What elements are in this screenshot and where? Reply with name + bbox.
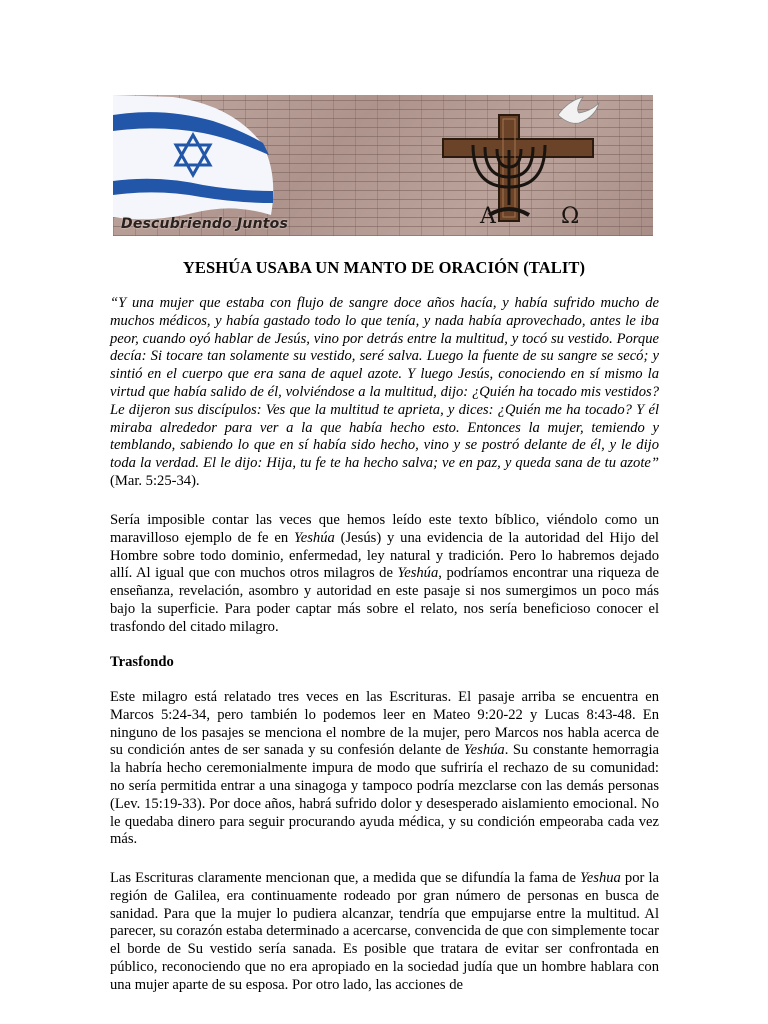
alpha-glyph: A xyxy=(480,204,496,229)
scripture-quote xyxy=(110,295,659,491)
dove-icon xyxy=(558,97,599,123)
para1-text-1: Sería imposible contar las veces que hemos leído este texto bíblico, viéndolo como un maravilloso ejemplo de fe en xyxy=(110,512,659,546)
paragraph-intro xyxy=(110,512,659,637)
paragraph-background xyxy=(110,689,659,849)
para3-text-1: Las Escrituras claramente mencionan que, a medida que se difundía la fama de xyxy=(110,870,581,886)
para3-text-2: por la región de Galilea, era continuamente rodeado por gran número de personas en busca de sanidad. Para que la mujer lo pudiera alcanzar, tendría que empujarse entre la multitud. Al parecer, su corazón estaba determinado a acercarse, convencida de que con simplemente tocar el borde de Su vestido sería sanada. Es posible que tratara de evitar ser confrontada en público, reconociendo que no era apropiado en la sociedad judía que un hombre hablara con una mujer aparte de su esposa. Por otro lado, las acciones de xyxy=(110,870,659,993)
para1-emph-1: Yeshúa xyxy=(293,529,335,546)
omega-glyph: Ω xyxy=(561,204,580,229)
document-title: YESHÚA USABA UN MANTO DE ORACIÓN (TALIT) xyxy=(182,258,586,277)
para1-emph-2: Yeshúa xyxy=(397,565,439,582)
israel-flag-icon xyxy=(113,95,273,219)
para1-text-2: (Jesús) y una evidencia de la autoridad del Hijo del Hombre sobre todo dominio, enfermedad, ley natural y tradición. Pero lo habremos dejado allí. Al igual que con muchos otros milagros de xyxy=(110,529,659,582)
paragraph-galilee xyxy=(110,870,659,995)
banner-caption: Descubriendo Juntos xyxy=(121,216,289,232)
para2-text-1: Este milagro está relatado tres veces en las Escrituras. El pasaje arriba se encuentra en Marcos 5:24-34, pero también lo podemos leer en Mateo 9:20-22 y Lucas 8:43-48. En ninguno de los pasajes se menciona el nombre de la mujer, pero Marcos nos habla acerca de su condición antes de ser sanada y su confesión delante de xyxy=(110,689,659,759)
para2-emph-1: Yeshúa xyxy=(463,742,505,759)
quote-reference: (Mar. 5:25-34). xyxy=(110,472,200,489)
section-heading: Trasfondo xyxy=(110,654,174,670)
para1-text-3: , podríamos encontrar una riqueza de enseñanza, revelación, asombro y autoridad en este pasaje si nos sumergimos un poco más bajo la superficie. Para poder captar más sobre el relato, nos sería beneficioso conocer el trasfondo del citado milagro. xyxy=(110,565,659,635)
header-banner xyxy=(113,95,653,236)
para3-emph-1: Yeshua xyxy=(580,870,621,886)
quote-text: “Y una mujer que estaba con flujo de sangre doce años hacía, y había sufrido mucho de muchos médicos, y había gastado todo lo que tenía, y nada había aprovechado, antes le iba peor, cuando oyó hablar de Jesús, vino por detrás entre la multitud, y tocó su vestido. Porque decía: Si tocare tan solamente su vestido, seré salva. Luego la fuente de su sangre se secó; y sintió en el cuerpo que era sana de aquel azote. Y luego Jesús, conociendo en sí mismo la virtud que había salido de él, volviéndose a la multitud, dijo: ¿Quién ha tocado mis vestidos? Le dijeron sus discípulos: Ves que la multitud te aprieta, y dices: ¿Quién me ha tocado? Y él miraba alrededor para ver a la que había hecho esto. Entonces la mujer, temiendo y temblando, sabiendo lo que en sí había sido hecho, vino y se postró delante de él, y le dijo toda la verdad. El le dijo: Hija, tu fe te ha hecho salva; ve en paz, y queda sana de tu azote” xyxy=(110,295,659,472)
para2-text-2: . Su constante hemorragia la habría hecho ceremonialmente impura de modo que sufriría el rechazo de su comunidad: no sería permitida entrar a una sinagoga y tampoco podría mezclarse con las demás personas (Lev. 15:19-33). Por doce años, habrá sufrido dolor y desesperado aislamiento emocional. No le quedaba dinero para seguir procurando ayuda médica, y su condición empeoraba cada vez más. xyxy=(110,742,659,848)
